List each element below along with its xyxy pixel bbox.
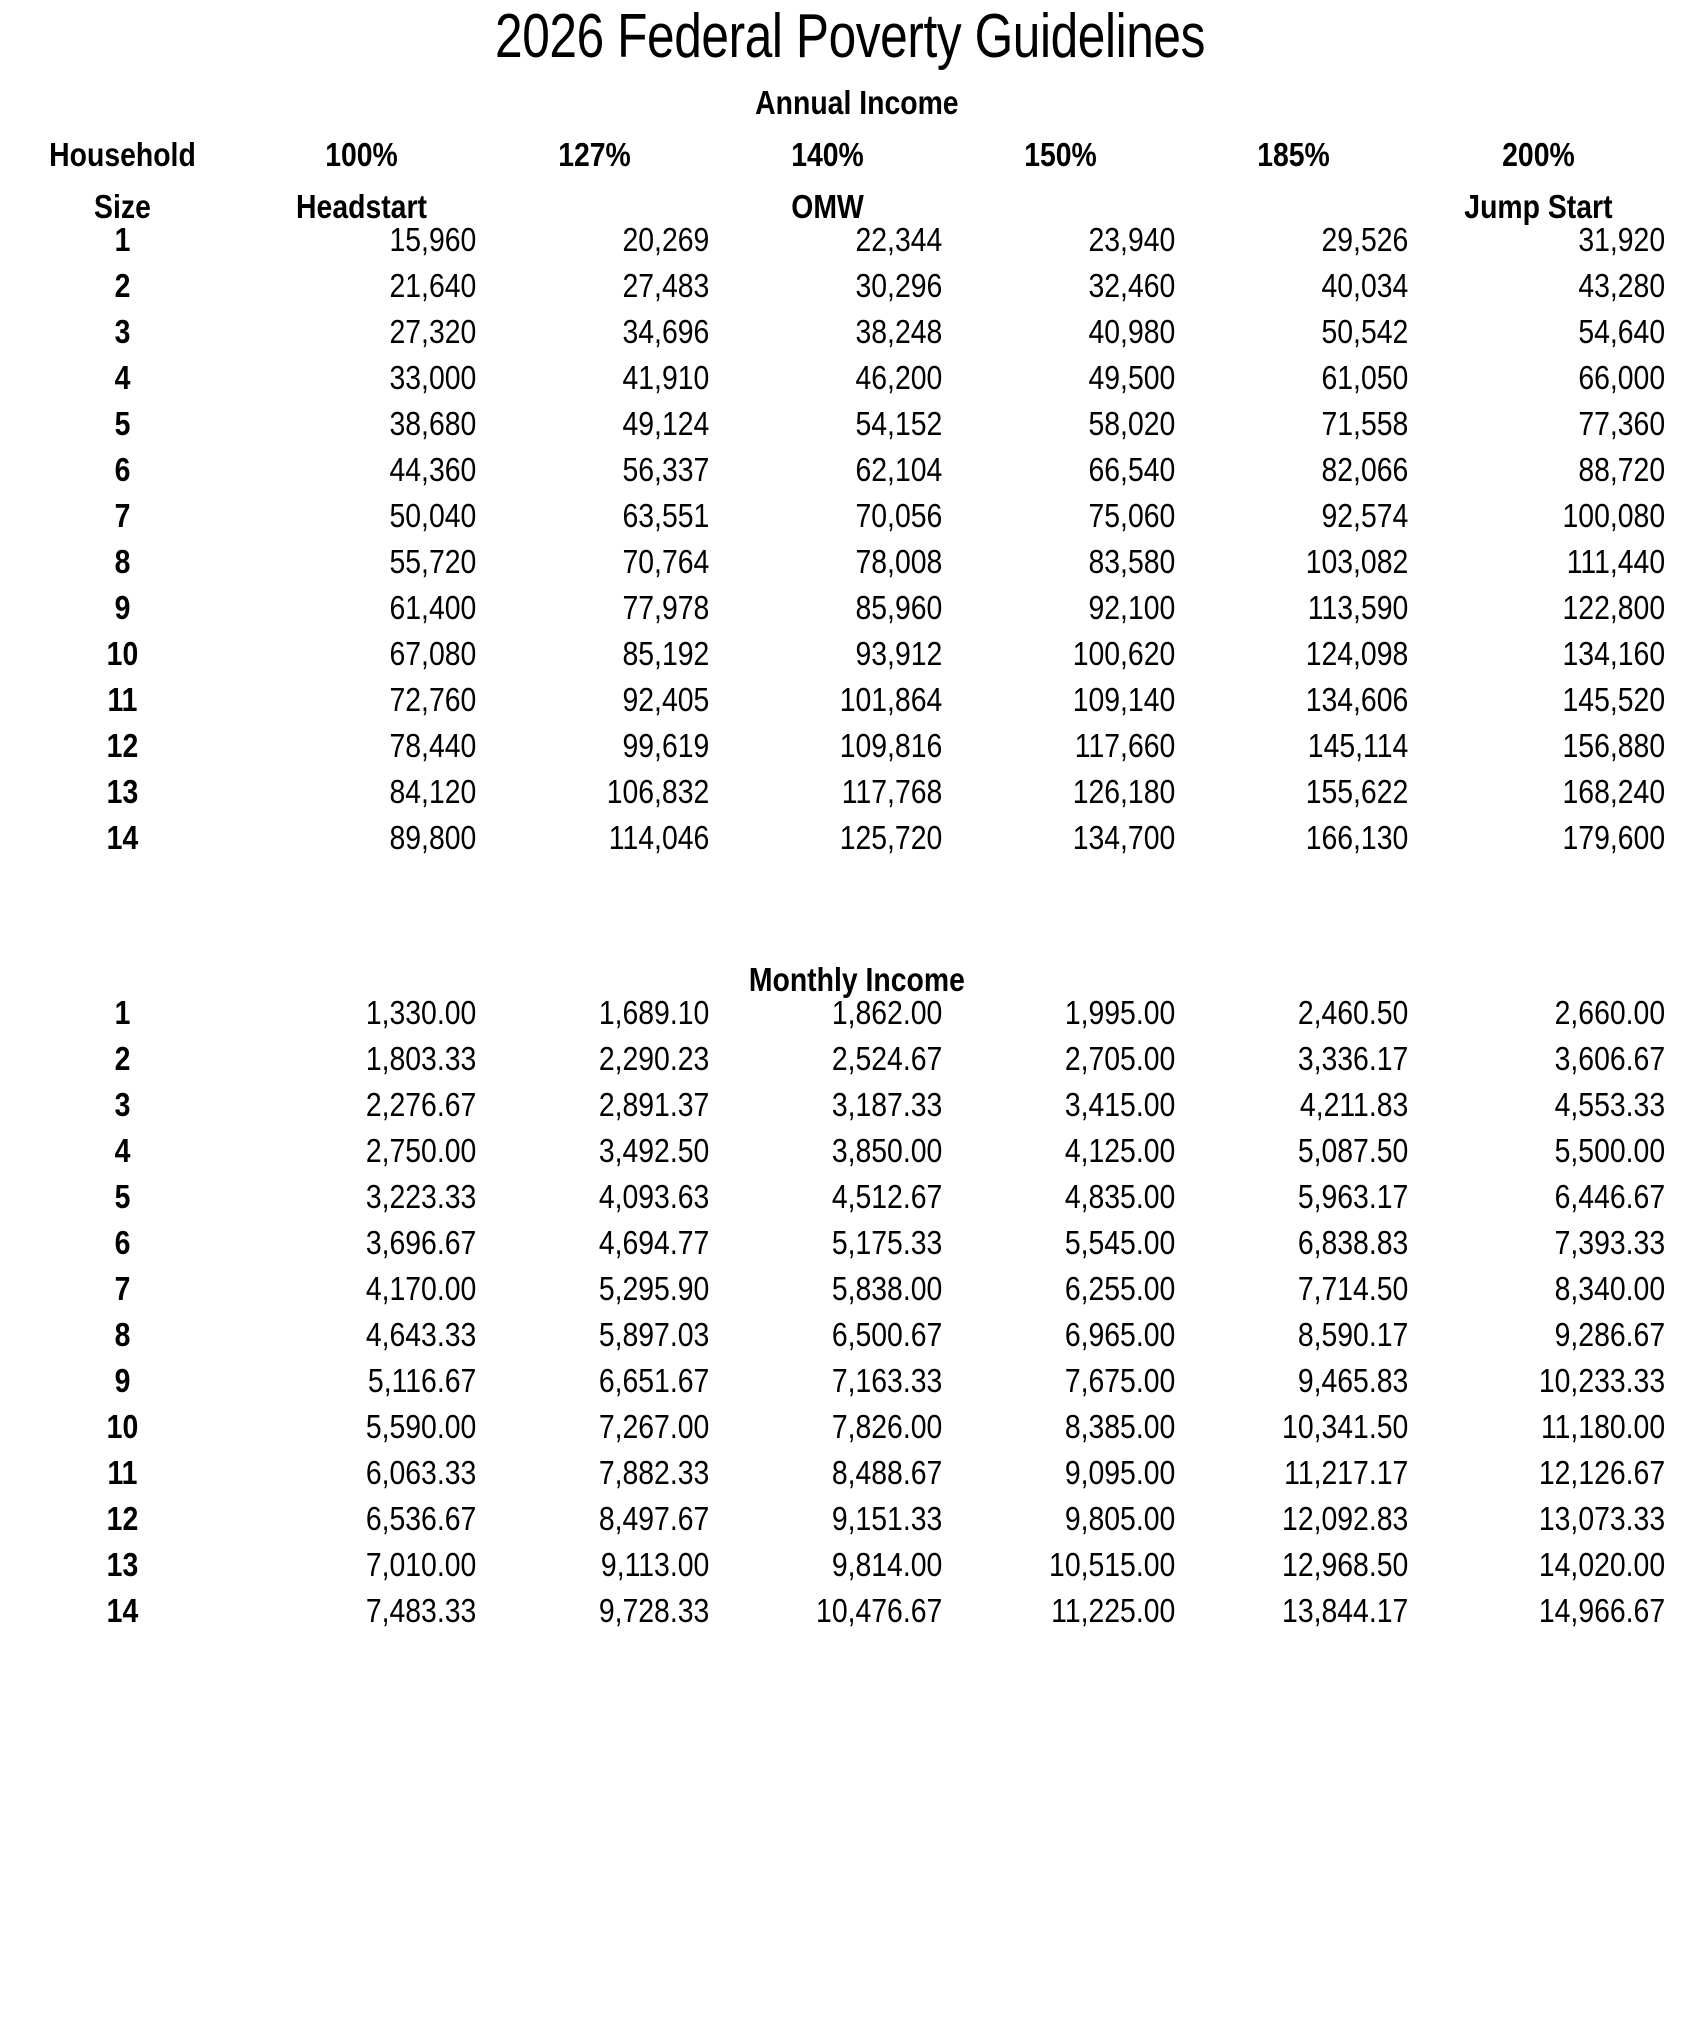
income-value-200pct: 111,440 — [1566, 543, 1666, 580]
income-value-185pct: 3,336.17 — [1297, 1040, 1409, 1077]
income-value-140pct: 93,912 — [855, 635, 943, 672]
table-row — [0, 1410, 1700, 1456]
income-value-185pct: 103,082 — [1305, 543, 1409, 580]
column-header-150: 150% — [1024, 136, 1097, 173]
income-value-140pct: 5,838.00 — [831, 1270, 943, 1307]
income-value-100pct: 7,010.00 — [365, 1546, 477, 1583]
table-row — [0, 269, 1700, 315]
household-size-value: 5 — [114, 405, 131, 442]
income-value-185pct: 166,130 — [1305, 819, 1409, 856]
annual-income-caption: Annual Income — [755, 84, 959, 121]
income-value-185pct: 12,092.83 — [1282, 1500, 1409, 1537]
income-value-100pct: 55,720 — [389, 543, 477, 580]
household-size-value: 3 — [114, 1086, 131, 1123]
household-size-value: 14 — [106, 819, 139, 856]
income-value-100pct: 2,750.00 — [365, 1132, 477, 1169]
income-value-150pct: 9,805.00 — [1064, 1500, 1176, 1537]
income-value-150pct: 40,980 — [1088, 313, 1176, 350]
household-size-value: 11 — [107, 681, 138, 718]
income-value-200pct: 168,240 — [1562, 773, 1666, 810]
income-value-150pct: 49,500 — [1088, 359, 1176, 396]
income-value-185pct: 8,590.17 — [1297, 1316, 1409, 1353]
household-size-value: 2 — [114, 267, 131, 304]
household-size-value: 11 — [107, 1454, 138, 1491]
table-row — [0, 1594, 1700, 1640]
table-row — [0, 453, 1700, 499]
income-value-185pct: 113,590 — [1307, 589, 1409, 626]
row-right-pad — [1667, 1410, 1700, 1456]
income-value-100pct: 67,080 — [389, 635, 477, 672]
monthly-table-body — [0, 996, 1700, 1640]
income-value-140pct: 10,476.67 — [816, 1592, 943, 1629]
income-value-150pct: 109,140 — [1072, 681, 1176, 718]
income-value-150pct: 6,255.00 — [1064, 1270, 1176, 1307]
income-value-127pct: 8,497.67 — [598, 1500, 710, 1537]
income-value-127pct: 92,405 — [622, 681, 710, 718]
income-value-200pct: 31,920 — [1578, 221, 1666, 258]
income-value-100pct: 44,360 — [389, 451, 477, 488]
household-size-value: 2 — [114, 1040, 131, 1077]
income-value-200pct: 145,520 — [1562, 681, 1666, 718]
row-right-pad — [1667, 1180, 1700, 1226]
income-value-100pct: 50,040 — [389, 497, 477, 534]
income-value-150pct: 10,515.00 — [1049, 1546, 1176, 1583]
income-value-200pct: 43,280 — [1578, 267, 1666, 304]
row-right-pad — [1667, 1272, 1700, 1318]
household-size-value: 12 — [106, 1500, 139, 1537]
income-value-200pct: 2,660.00 — [1554, 994, 1666, 1031]
row-right-pad — [1667, 729, 1700, 775]
income-value-200pct: 134,160 — [1562, 635, 1666, 672]
row-right-pad — [1667, 1456, 1700, 1502]
income-value-185pct: 9,465.83 — [1297, 1362, 1409, 1399]
income-value-127pct: 9,113.00 — [600, 1546, 710, 1583]
income-value-200pct: 10,233.33 — [1538, 1362, 1666, 1399]
row-right-pad — [1667, 1042, 1700, 1088]
household-size-value: 12 — [106, 727, 139, 764]
income-value-185pct: 7,714.50 — [1297, 1270, 1409, 1307]
income-value-100pct: 3,223.33 — [365, 1178, 477, 1215]
income-value-140pct: 109,816 — [839, 727, 943, 764]
income-value-200pct: 122,800 — [1562, 589, 1666, 626]
table-row — [0, 683, 1700, 729]
income-value-100pct: 6,063.33 — [365, 1454, 477, 1491]
table-row — [0, 1502, 1700, 1548]
table-row — [0, 821, 1700, 867]
household-size-value: 13 — [106, 773, 139, 810]
income-value-100pct: 5,116.67 — [367, 1362, 477, 1399]
income-value-100pct: 1,803.33 — [365, 1040, 477, 1077]
income-value-140pct: 46,200 — [855, 359, 943, 396]
income-value-185pct: 5,087.50 — [1297, 1132, 1409, 1169]
income-value-185pct: 29,526 — [1321, 221, 1409, 258]
income-value-100pct: 33,000 — [389, 359, 477, 396]
income-value-127pct: 85,192 — [622, 635, 710, 672]
income-value-127pct: 27,483 — [622, 267, 710, 304]
household-size-value: 13 — [106, 1546, 139, 1583]
income-value-100pct: 78,440 — [389, 727, 477, 764]
income-value-200pct: 9,286.67 — [1554, 1316, 1666, 1353]
income-value-127pct: 63,551 — [622, 497, 710, 534]
household-size-value: 1 — [114, 994, 131, 1031]
income-value-185pct: 2,460.50 — [1297, 994, 1409, 1031]
household-size-value: 9 — [114, 1362, 131, 1399]
income-value-100pct: 7,483.33 — [365, 1592, 477, 1629]
income-value-100pct: 84,120 — [389, 773, 477, 810]
income-value-140pct: 3,187.33 — [831, 1086, 943, 1123]
income-value-140pct: 3,850.00 — [831, 1132, 943, 1169]
income-value-127pct: 34,696 — [622, 313, 710, 350]
income-value-140pct: 5,175.33 — [831, 1224, 943, 1261]
income-value-100pct: 2,276.67 — [365, 1086, 477, 1123]
income-value-127pct: 7,267.00 — [598, 1408, 710, 1445]
income-value-150pct: 58,020 — [1088, 405, 1176, 442]
household-size-value: 9 — [114, 589, 131, 626]
income-value-185pct: 12,968.50 — [1282, 1546, 1409, 1583]
income-value-185pct: 50,542 — [1321, 313, 1409, 350]
income-value-140pct: 9,814.00 — [831, 1546, 943, 1583]
table-row — [0, 1318, 1700, 1364]
income-value-185pct: 5,963.17 — [1297, 1178, 1409, 1215]
income-value-100pct: 3,696.67 — [365, 1224, 477, 1261]
page-title: 2026 Federal Poverty Guidelines — [495, 2, 1205, 71]
income-value-127pct: 4,093.63 — [598, 1178, 710, 1215]
household-label: Household — [49, 136, 196, 173]
table-row — [0, 545, 1700, 591]
income-value-150pct: 9,095.00 — [1064, 1454, 1176, 1491]
table-row — [0, 1272, 1700, 1318]
income-value-127pct: 49,124 — [622, 405, 710, 442]
annual-header-percent-row — [0, 119, 1700, 171]
income-value-100pct: 15,960 — [389, 221, 477, 258]
income-value-150pct: 32,460 — [1088, 267, 1176, 304]
income-value-200pct: 54,640 — [1578, 313, 1666, 350]
household-size-value: 8 — [114, 543, 131, 580]
table-row — [0, 1180, 1700, 1226]
income-value-140pct: 2,524.67 — [831, 1040, 943, 1077]
row-right-pad — [1667, 1088, 1700, 1134]
income-value-127pct: 106,832 — [606, 773, 710, 810]
household-size-value: 10 — [106, 1408, 139, 1445]
row-right-pad — [1667, 545, 1700, 591]
income-value-185pct: 4,211.83 — [1299, 1086, 1409, 1123]
income-value-127pct: 4,694.77 — [598, 1224, 710, 1261]
table-row — [0, 1548, 1700, 1594]
income-value-100pct: 89,800 — [389, 819, 477, 856]
income-value-185pct: 124,098 — [1305, 635, 1409, 672]
income-value-127pct: 9,728.33 — [598, 1592, 710, 1629]
income-value-127pct: 70,764 — [622, 543, 710, 580]
income-value-140pct: 85,960 — [855, 589, 943, 626]
table-row — [0, 361, 1700, 407]
income-value-200pct: 14,966.67 — [1538, 1592, 1666, 1629]
income-value-200pct: 88,720 — [1578, 451, 1666, 488]
income-value-140pct: 125,720 — [839, 819, 943, 856]
household-size-value: 8 — [114, 1316, 131, 1353]
annual-header-program-row — [0, 171, 1700, 223]
row-right-pad — [1667, 637, 1700, 683]
column-header-200: 200% — [1502, 136, 1575, 173]
income-value-140pct: 9,151.33 — [831, 1500, 943, 1537]
row-right-pad — [1667, 591, 1700, 637]
income-value-127pct: 99,619 — [622, 727, 710, 764]
household-size-value: 10 — [106, 635, 139, 672]
household-size-value: 7 — [114, 497, 131, 534]
income-value-100pct: 6,536.67 — [365, 1500, 477, 1537]
income-value-140pct: 7,826.00 — [831, 1408, 943, 1445]
income-value-185pct: 40,034 — [1321, 267, 1409, 304]
row-right-pad — [1667, 315, 1700, 361]
income-value-200pct: 156,880 — [1562, 727, 1666, 764]
income-value-200pct: 8,340.00 — [1554, 1270, 1666, 1307]
income-value-140pct: 54,152 — [855, 405, 943, 442]
annual-income-table — [0, 119, 1700, 867]
income-value-140pct: 62,104 — [855, 451, 943, 488]
income-value-100pct: 5,590.00 — [365, 1408, 477, 1445]
income-value-150pct: 117,660 — [1074, 727, 1176, 764]
income-value-200pct: 7,393.33 — [1554, 1224, 1666, 1261]
income-value-140pct: 6,500.67 — [831, 1316, 943, 1353]
table-row — [0, 315, 1700, 361]
income-value-140pct: 30,296 — [855, 267, 943, 304]
column-header-185: 185% — [1257, 136, 1330, 173]
income-value-200pct: 6,446.67 — [1554, 1178, 1666, 1215]
income-value-150pct: 134,700 — [1072, 819, 1176, 856]
table-row — [0, 223, 1700, 269]
table-row — [0, 591, 1700, 637]
income-value-200pct: 4,553.33 — [1554, 1086, 1666, 1123]
income-value-127pct: 56,337 — [622, 451, 710, 488]
row-right-pad — [1667, 1134, 1700, 1180]
row-right-pad — [1667, 1226, 1700, 1272]
row-right-pad — [1667, 1548, 1700, 1594]
income-value-150pct: 83,580 — [1088, 543, 1176, 580]
size-label: Size — [94, 188, 151, 225]
income-value-100pct: 4,643.33 — [365, 1316, 477, 1353]
income-value-127pct: 3,492.50 — [598, 1132, 710, 1169]
row-right-pad — [1667, 1364, 1700, 1410]
household-size-value: 1 — [114, 221, 131, 258]
income-value-200pct: 179,600 — [1562, 819, 1666, 856]
row-right-pad — [1667, 269, 1700, 315]
household-size-value: 4 — [114, 1132, 131, 1169]
income-value-150pct: 7,675.00 — [1064, 1362, 1176, 1399]
table-row — [0, 1456, 1700, 1502]
income-value-185pct: 61,050 — [1321, 359, 1409, 396]
income-value-140pct: 70,056 — [855, 497, 943, 534]
table-row — [0, 1364, 1700, 1410]
income-value-100pct: 61,400 — [389, 589, 477, 626]
table-row — [0, 1042, 1700, 1088]
household-size-value: 5 — [114, 1178, 131, 1215]
table-row — [0, 775, 1700, 821]
income-value-140pct: 38,248 — [855, 313, 943, 350]
income-value-150pct: 1,995.00 — [1064, 994, 1176, 1031]
row-right-pad — [1667, 775, 1700, 821]
table-row — [0, 637, 1700, 683]
income-value-185pct: 92,574 — [1321, 497, 1409, 534]
income-value-200pct: 11,180.00 — [1540, 1408, 1666, 1445]
household-size-value: 3 — [114, 313, 131, 350]
income-value-150pct: 100,620 — [1072, 635, 1176, 672]
income-value-127pct: 77,978 — [622, 589, 710, 626]
income-value-100pct: 38,680 — [389, 405, 477, 442]
income-value-100pct: 72,760 — [389, 681, 477, 718]
income-value-127pct: 2,290.23 — [598, 1040, 710, 1077]
income-value-140pct: 22,344 — [855, 221, 943, 258]
income-value-140pct: 8,488.67 — [831, 1454, 943, 1491]
monthly-income-caption: Monthly Income — [748, 961, 965, 998]
income-value-140pct: 101,864 — [839, 681, 943, 718]
income-value-150pct: 5,545.00 — [1064, 1224, 1176, 1261]
table-row — [0, 407, 1700, 453]
row-right-pad — [1667, 996, 1700, 1042]
income-value-200pct: 12,126.67 — [1538, 1454, 1666, 1491]
income-value-185pct: 145,114 — [1307, 727, 1409, 764]
income-value-150pct: 3,415.00 — [1064, 1086, 1176, 1123]
program-label-jump-start: Jump Start — [1464, 188, 1613, 225]
household-size-value: 7 — [114, 1270, 131, 1307]
row-right-pad — [1667, 1594, 1700, 1640]
income-value-185pct: 11,217.17 — [1284, 1454, 1409, 1491]
table-row — [0, 729, 1700, 775]
income-value-127pct: 1,689.10 — [598, 994, 710, 1031]
income-value-200pct: 14,020.00 — [1538, 1546, 1666, 1583]
annual-table-head — [0, 119, 1700, 223]
income-value-150pct: 23,940 — [1088, 221, 1176, 258]
income-value-150pct: 4,125.00 — [1064, 1132, 1176, 1169]
income-value-185pct: 6,838.83 — [1297, 1224, 1409, 1261]
program-label-omw: OMW — [791, 188, 864, 225]
income-value-140pct: 4,512.67 — [831, 1178, 943, 1215]
table-row — [0, 996, 1700, 1042]
income-value-100pct: 1,330.00 — [365, 994, 477, 1031]
income-value-185pct: 71,558 — [1321, 405, 1409, 442]
income-value-140pct: 1,862.00 — [831, 994, 943, 1031]
program-label-headstart: Headstart — [295, 188, 427, 225]
income-value-127pct: 20,269 — [622, 221, 710, 258]
income-value-150pct: 75,060 — [1088, 497, 1176, 534]
row-right-pad — [1667, 499, 1700, 545]
income-value-200pct: 66,000 — [1578, 359, 1666, 396]
table-row — [0, 1088, 1700, 1134]
income-value-140pct: 7,163.33 — [831, 1362, 943, 1399]
bottom-spacer — [0, 1640, 1700, 1658]
income-value-127pct: 5,897.03 — [598, 1316, 710, 1353]
column-header-127: 127% — [558, 136, 631, 173]
row-right-pad — [1667, 361, 1700, 407]
income-value-150pct: 92,100 — [1088, 589, 1176, 626]
household-size-value: 14 — [106, 1592, 139, 1629]
row-right-pad — [1667, 683, 1700, 729]
section-spacer — [0, 867, 1700, 963]
income-value-100pct: 21,640 — [389, 267, 477, 304]
income-value-140pct: 117,768 — [841, 773, 943, 810]
income-value-185pct: 10,341.50 — [1282, 1408, 1409, 1445]
row-right-pad — [1667, 407, 1700, 453]
income-value-140pct: 78,008 — [855, 543, 943, 580]
income-value-127pct: 5,295.90 — [598, 1270, 710, 1307]
income-value-127pct: 2,891.37 — [598, 1086, 710, 1123]
annual-table-body — [0, 223, 1700, 867]
column-header-140: 140% — [791, 136, 864, 173]
income-value-185pct: 13,844.17 — [1282, 1592, 1409, 1629]
income-value-150pct: 66,540 — [1088, 451, 1176, 488]
income-value-200pct: 77,360 — [1578, 405, 1666, 442]
income-value-185pct: 155,622 — [1305, 773, 1409, 810]
income-value-150pct: 2,705.00 — [1064, 1040, 1176, 1077]
row-right-pad — [1667, 223, 1700, 269]
row-right-pad — [1667, 1502, 1700, 1548]
income-value-200pct: 13,073.33 — [1538, 1500, 1666, 1537]
income-value-127pct: 7,882.33 — [598, 1454, 710, 1491]
income-value-185pct: 134,606 — [1305, 681, 1409, 718]
row-right-pad — [1667, 1318, 1700, 1364]
income-value-200pct: 100,080 — [1562, 497, 1666, 534]
household-size-value: 6 — [114, 1224, 131, 1261]
income-value-200pct: 5,500.00 — [1554, 1132, 1666, 1169]
income-value-127pct: 6,651.67 — [598, 1362, 710, 1399]
table-row — [0, 1226, 1700, 1272]
household-size-value: 4 — [114, 359, 131, 396]
row-right-pad — [1667, 453, 1700, 499]
table-row — [0, 1134, 1700, 1180]
household-size-value: 6 — [114, 451, 131, 488]
table-row — [0, 499, 1700, 545]
income-value-185pct: 82,066 — [1321, 451, 1409, 488]
income-value-150pct: 126,180 — [1072, 773, 1176, 810]
column-header-100: 100% — [325, 136, 398, 173]
income-value-127pct: 41,910 — [622, 359, 710, 396]
income-value-150pct: 4,835.00 — [1064, 1178, 1176, 1215]
income-value-127pct: 114,046 — [608, 819, 710, 856]
income-value-150pct: 6,965.00 — [1064, 1316, 1176, 1353]
income-value-200pct: 3,606.67 — [1554, 1040, 1666, 1077]
row-right-pad — [1667, 821, 1700, 867]
monthly-income-table — [0, 996, 1700, 1640]
income-value-150pct: 11,225.00 — [1051, 1592, 1176, 1629]
income-value-150pct: 8,385.00 — [1064, 1408, 1176, 1445]
income-value-100pct: 4,170.00 — [365, 1270, 477, 1307]
income-value-100pct: 27,320 — [389, 313, 477, 350]
